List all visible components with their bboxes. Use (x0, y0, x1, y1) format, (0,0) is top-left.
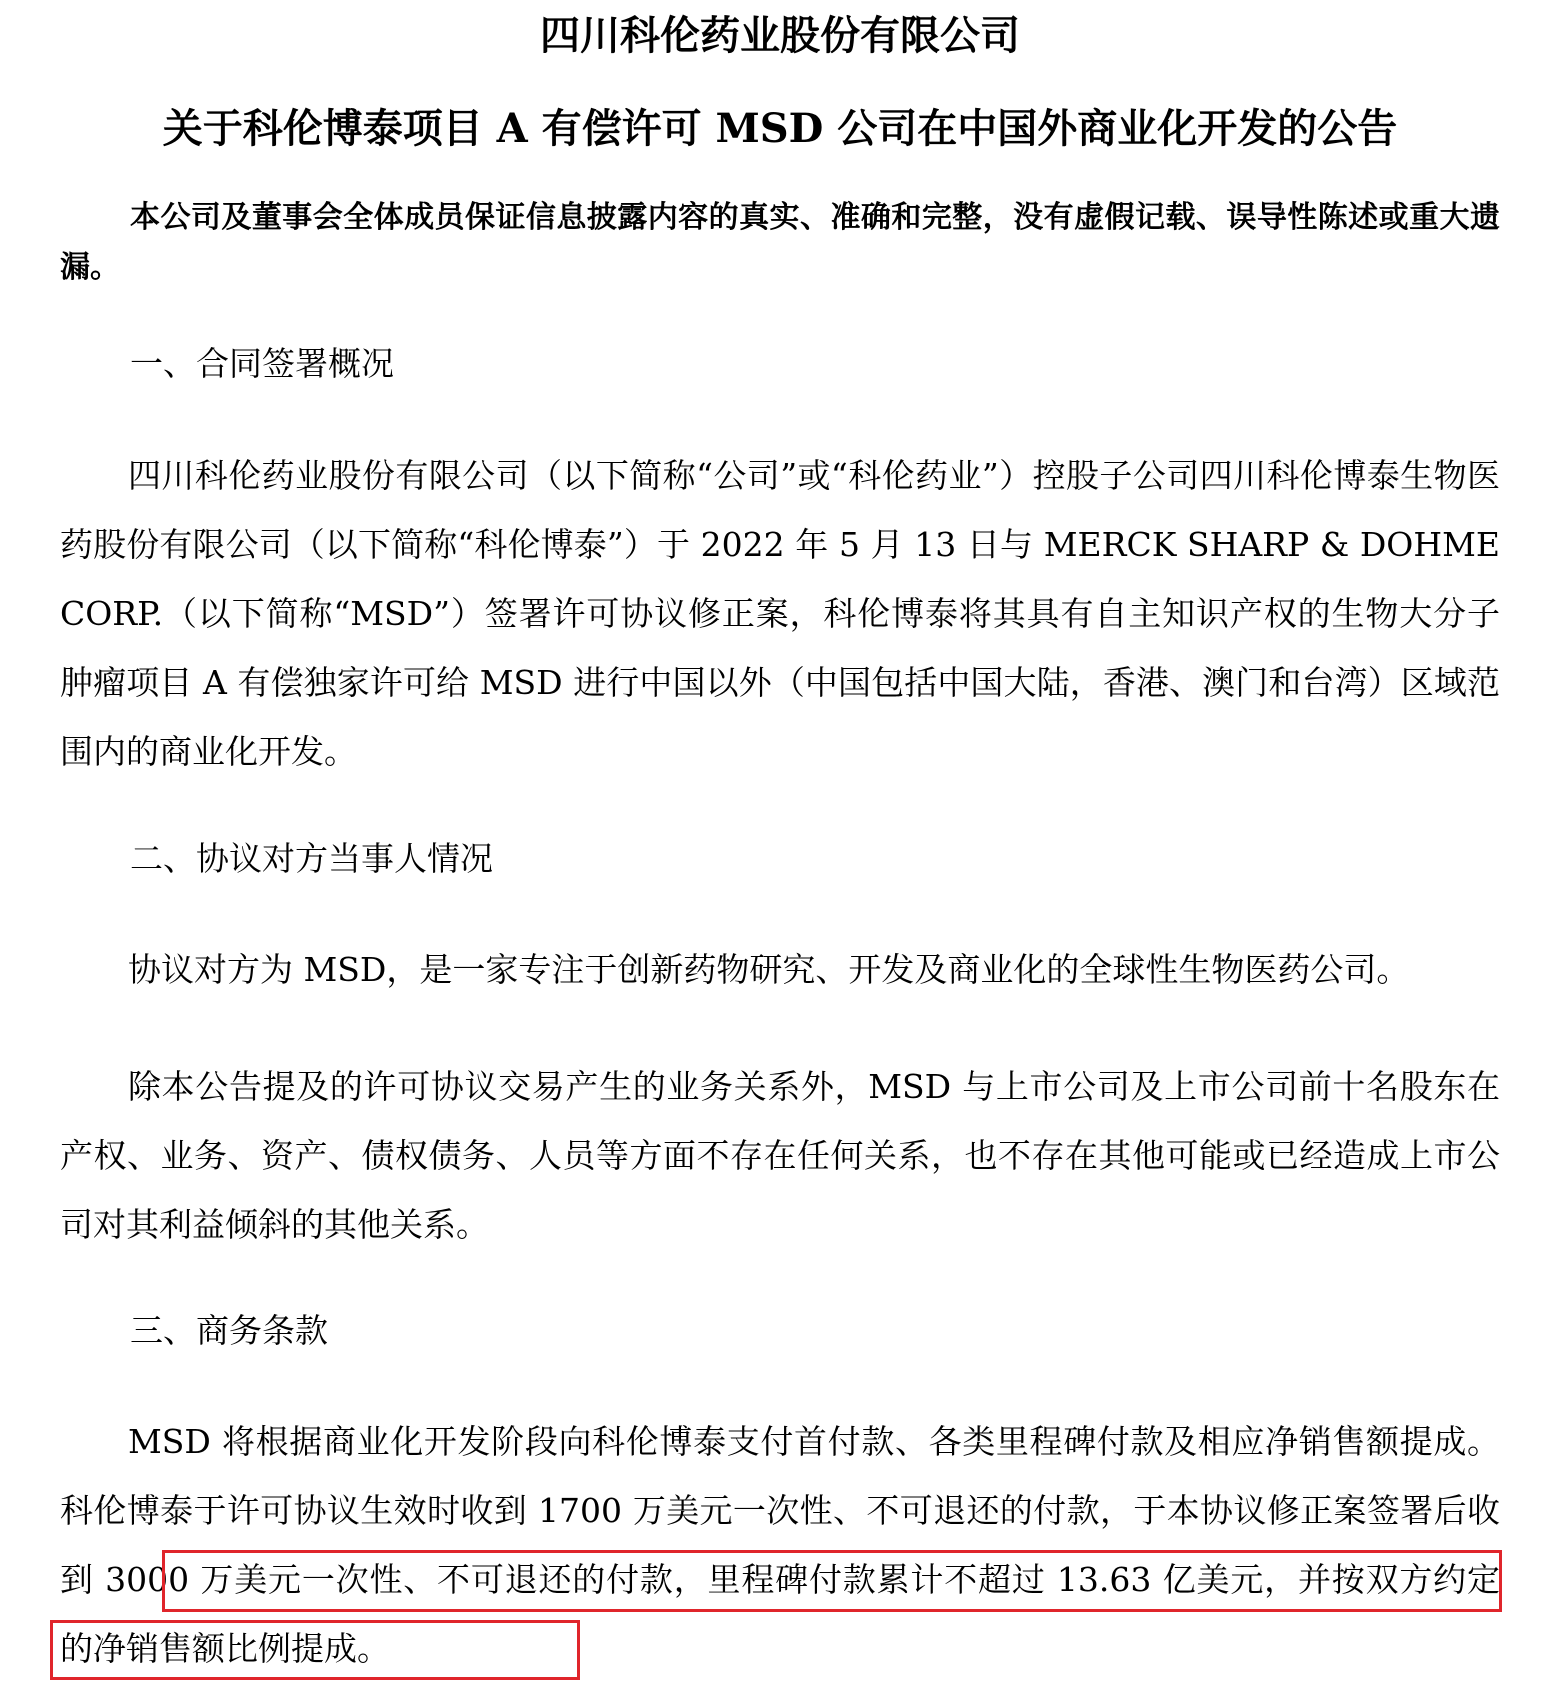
board-statement: 本公司及董事会全体成员保证信息披露内容的真实、准确和完整，没有虚假记载、误导性陈述或重大遗漏。 (60, 200, 1500, 285)
paragraph-counterparty-relationship: 除本公告提及的许可协议交易产生的业务关系外，MSD 与上市公司及上市公司前十名股东在产权、业务、资产、债权债务、人员等方面不存在任何关系，也不存在其他可能或已经造成上市公司对其利益倾斜的其他关系。 (60, 1067, 1500, 1244)
announcement-title: 关于科伦博泰项目 A 有偿许可 MSD 公司在中国外商业化开发的公告 (162, 105, 1398, 152)
section-heading-business-terms: 三、商务条款 (130, 1311, 328, 1350)
section-heading-contract-overview: 一、合同签署概况 (130, 344, 394, 383)
paragraph-business-terms: MSD 将根据商业化开发阶段向科伦博泰支付首付款、各类里程碑付款及相应净销售额提成。科伦博泰于许可协议生效时收到 1700 万美元一次性、不可退还的付款，于本协议修正案签署后收到 3000 万美元一次性、不可退还的付款，里程碑付款累计不超过 13.63 亿美元，并按双方约定的净销售额比例提成。 (60, 1422, 1500, 1668)
paragraph-counterparty-intro: 协议对方为 MSD，是一家专注于创新药物研究、开发及商业化的全球性生物医药公司。 (128, 950, 1410, 989)
company-name: 四川科伦药业股份有限公司 (540, 12, 1020, 59)
paragraph-contract-overview: 四川科伦药业股份有限公司（以下简称“公司”或“科伦药业”）控股子公司四川科伦博泰生物医药股份有限公司（以下简称“科伦博泰”）于 2022 年 5 月 13 日与 MERCK SHARP & DOHME CORP.（以下简称“MSD”）签署许可协议修正案，科伦博泰将其具有自主知识产权的生物大分子肿瘤项目 A 有偿独家许可给 MSD 进行中国以外（中国包括中国大陆，香港、澳门和台湾）区域范围内的商业化开发。 (60, 456, 1500, 771)
section-heading-counterparty: 二、协议对方当事人情况 (130, 839, 493, 878)
